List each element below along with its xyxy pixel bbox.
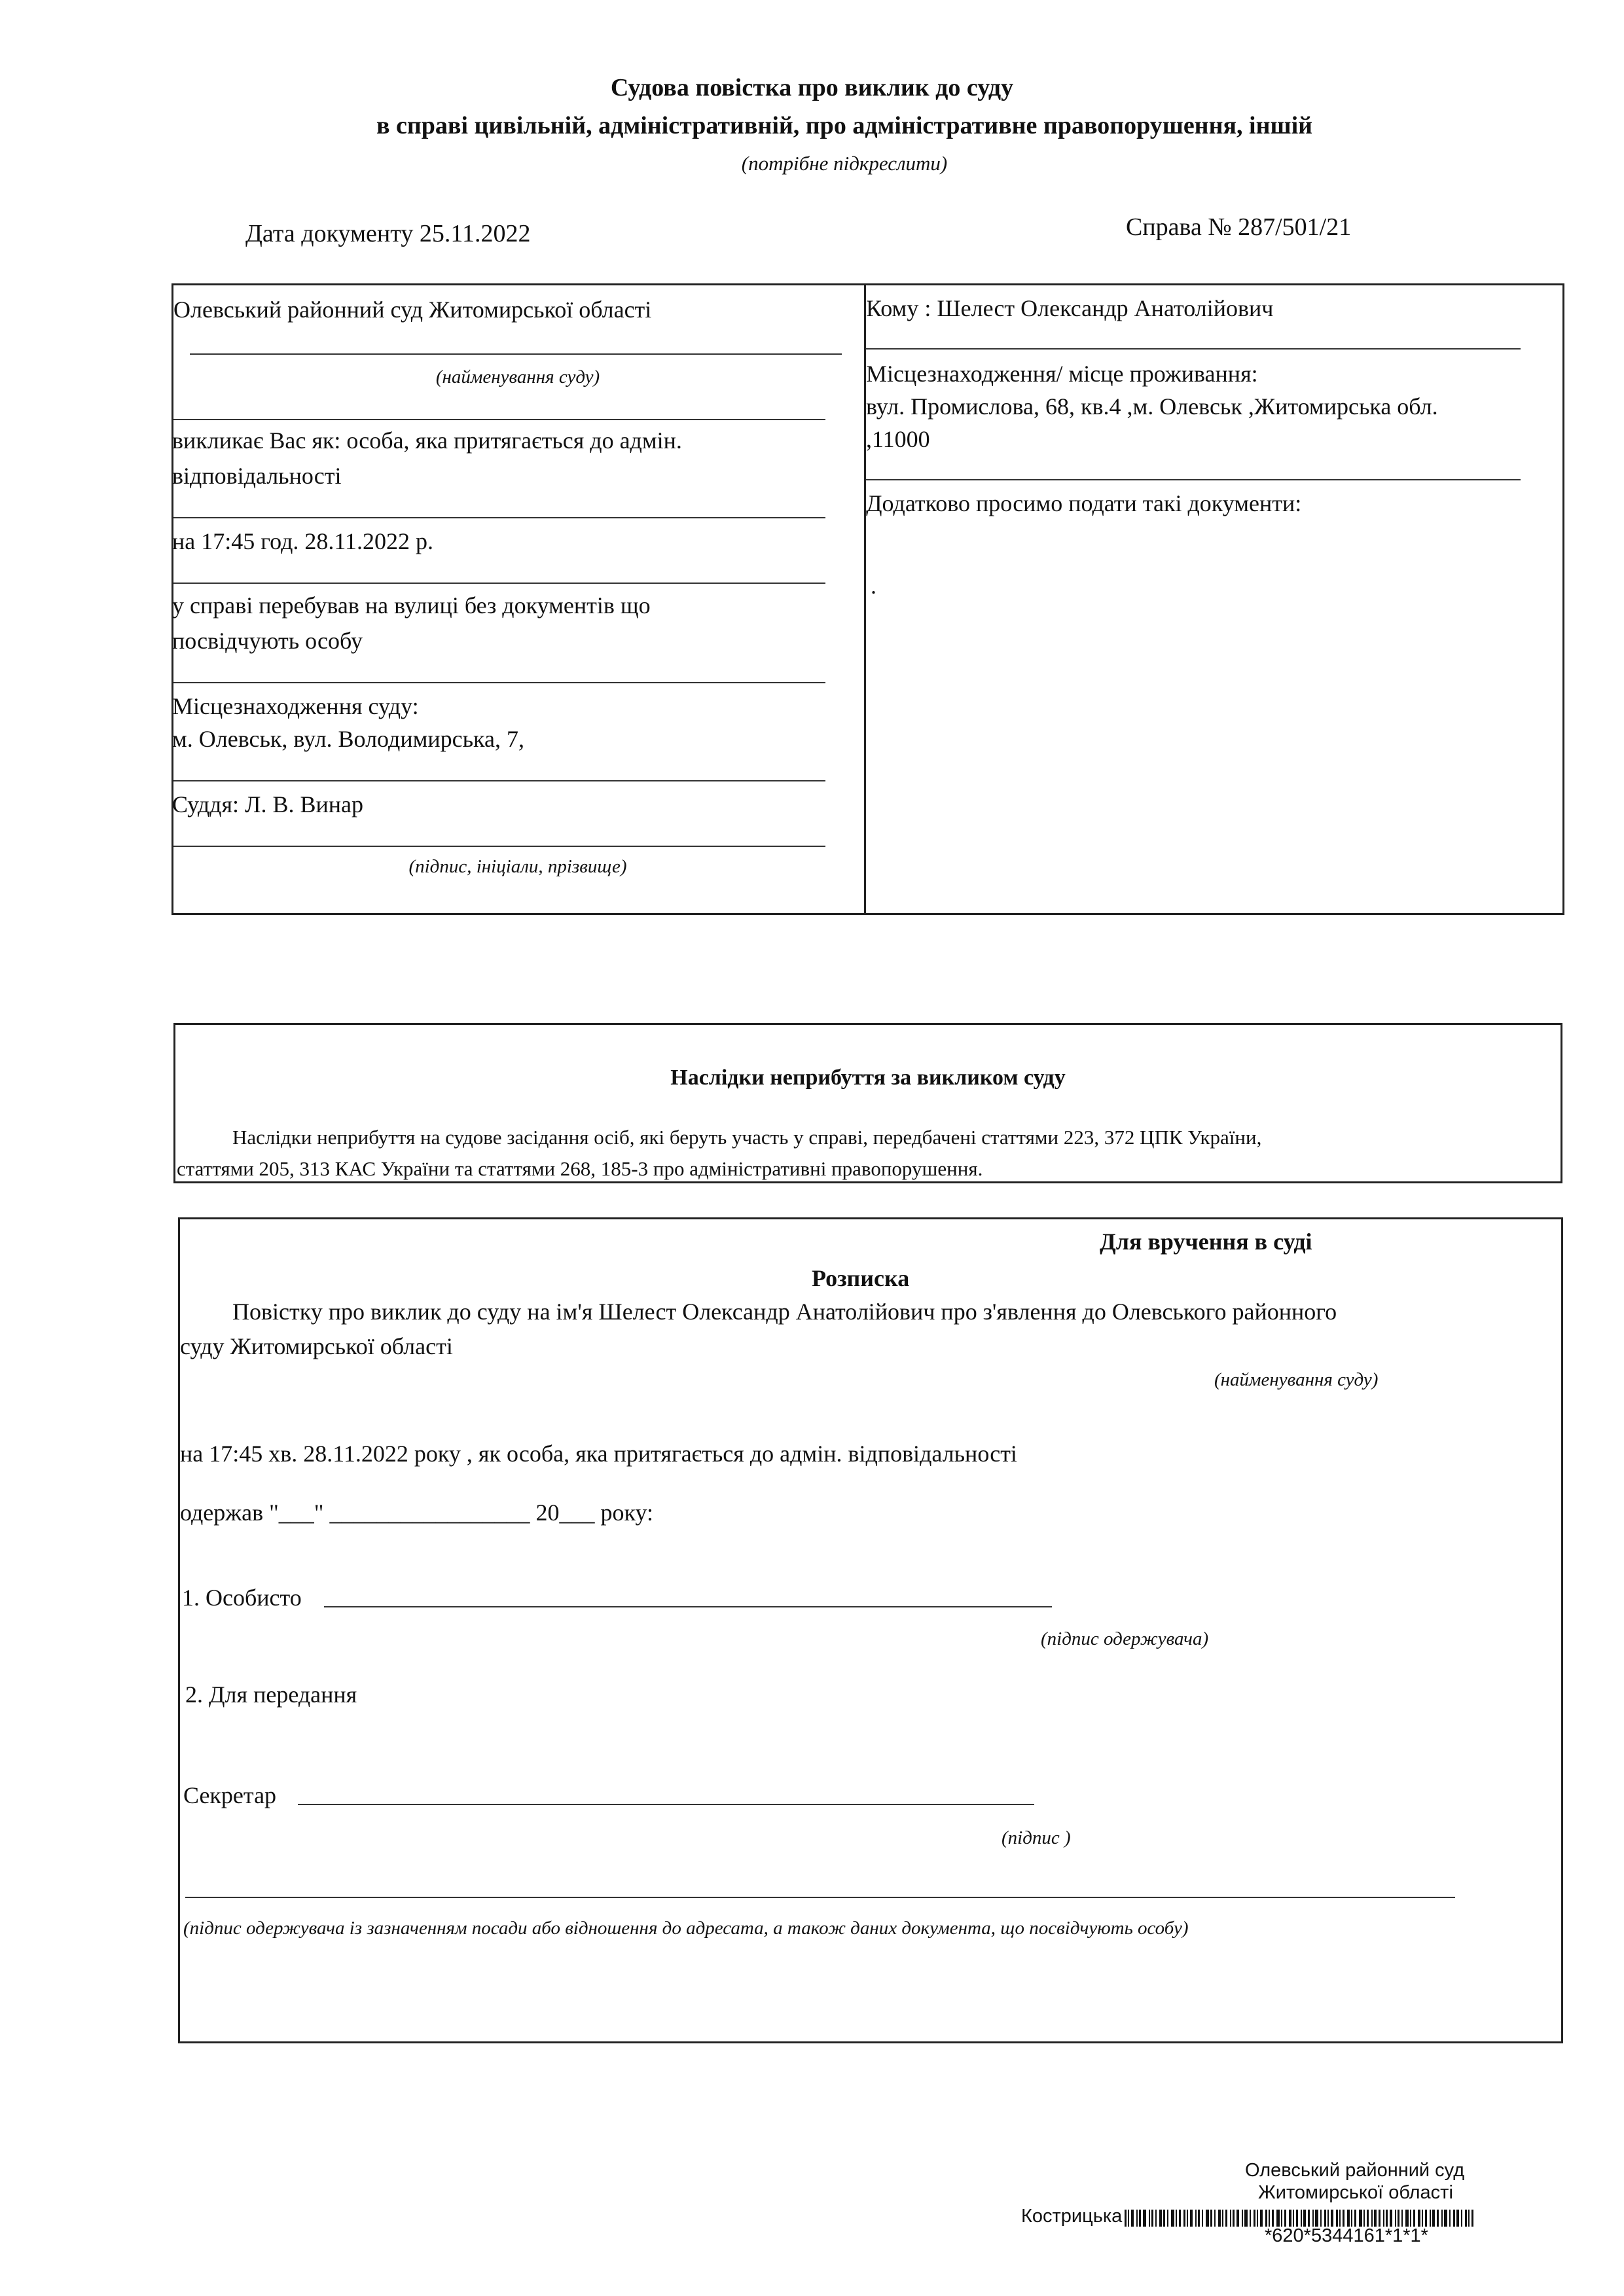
barcode-bar [1254,2210,1255,2227]
barcode-bar [1244,2210,1248,2227]
barcode-bar [1343,2210,1344,2227]
case-matter-underline [173,682,825,683]
barcode-bar [1260,2210,1263,2227]
court-name: Олевський районний суд Житомирської області [173,296,652,323]
barcode-bar [1379,2210,1380,2227]
barcode-bar [1437,2210,1439,2227]
barcode-bar [1183,2210,1185,2227]
barcode-bar [1159,2210,1162,2227]
barcode-bar [1143,2210,1146,2227]
barcode-bar [1176,2210,1177,2227]
barcode-bar [1468,2210,1470,2227]
barcode-bar [1327,2210,1329,2227]
court-location-underline [173,780,825,781]
document-date: Дата документу 25.11.2022 [245,220,531,247]
recipient-signature-caption: (підпис одержувача із зазначенням посади або відношення до адресата, а також даних документа, що посвідчують особу) [183,1918,1189,1939]
barcode-bar [1401,2210,1403,2227]
barcode-bar [1131,2210,1134,2227]
clerk-name: Кострицька [1021,2206,1123,2227]
receipt-title: Розписка [812,1265,910,1291]
barcode-bar [1265,2210,1267,2227]
secretary-signature-line[interactable] [298,1804,1034,1805]
consequences-text-line-1: Наслідки неприбуття на судове засідання осіб, які беруть участь у справі, передбачені статтями 223, 372 ЦПК України, [232,1126,1262,1149]
personally-caption: (підпис одержувача) [1041,1628,1209,1649]
barcode-bar [1214,2210,1216,2227]
court-location-value: м. Олевськ, вул. Володимирська, 7, [172,726,524,752]
barcode-bar [1441,2210,1443,2227]
judge-name: Суддя: Л. В. Винар [172,791,363,817]
receipt-court-caption: (найменування суду) [1214,1369,1379,1390]
barcode-bar [1128,2210,1129,2227]
barcode-bar [1218,2210,1221,2227]
barcode-bar [1293,2210,1294,2227]
barcode-bar [1367,2210,1369,2227]
barcode-bar [1187,2210,1188,2227]
barcode-bar [1257,2210,1258,2227]
barcode-bar [1336,2210,1338,2227]
barcode-bar [1351,2210,1352,2227]
barcode-bar [1308,2210,1310,2227]
barcode-bar [1222,2210,1223,2227]
barcode-bar [1413,2210,1415,2227]
case-matter-line-2: посвідчують особу [172,628,363,654]
barcode-number: *620*5344161*1*1* [1265,2225,1428,2246]
barcode-bar [1418,2210,1420,2227]
court-caption-underline [173,419,825,420]
barcode-bar [1390,2210,1392,2227]
case-matter-line-1: у справі перебував на вулиці без документів що [172,592,651,619]
barcode-bar [1250,2210,1251,2227]
barcode-bar [1432,2210,1435,2227]
barcode-bar [1453,2210,1455,2227]
secretary-caption: (підпис ) [1001,1827,1071,1848]
barcode-bar [1301,2210,1302,2227]
received-date-line: одержав "___" _________________ 20___ року: [180,1499,654,1526]
barcode-bar [1315,2210,1318,2227]
barcode-bar [1395,2210,1396,2227]
barcode-bar [1347,2210,1350,2227]
barcode-bar [1359,2210,1362,2227]
barcode-bar [1320,2210,1322,2227]
barcode-bar [1242,2210,1243,2227]
barcode-bar [1230,2210,1231,2227]
judge-underline [173,846,825,847]
barcode-bar [1371,2210,1373,2227]
barcode-bar [1398,2210,1399,2227]
residence-underline [866,479,1521,480]
barcode-bar [1195,2210,1197,2227]
barcode-bar [1363,2210,1365,2227]
barcode-bar [1163,2210,1165,2227]
barcode-bar [1136,2210,1138,2227]
judge-caption: (підпис, ініціали, прізвище) [408,856,627,877]
title-line-1: Судова повістка про виклик до суду [610,74,1014,101]
barcode-bar [1155,2210,1157,2227]
barcode-bar [1210,2210,1212,2227]
stamp-court-line-1: Олевський районний суд [1245,2160,1465,2181]
barcode-bar [1179,2210,1181,2227]
receipt-line-1: Повістку про виклик до суду на ім'я Шелест Олександр Анатолійович про з'явлення до Олевського районного [232,1299,1337,1325]
secretary-label: Секретар [183,1782,277,1808]
recipient-signature-line[interactable] [185,1897,1455,1898]
barcode-bar [1339,2210,1341,2227]
title-note: (потрібне підкреслити) [741,152,948,175]
documents-request: Додатково просимо подати такі документи: [866,490,1302,516]
barcode-bar [1444,2210,1447,2227]
barcode-bar [1461,2210,1462,2227]
documents-value: . [871,573,876,599]
personally-label: 1. Особисто [182,1585,302,1611]
barcode-bar [1167,2210,1168,2227]
barcode-bar [1190,2210,1193,2227]
barcode-bar [1303,2210,1306,2227]
receipt-line-2: суду Житомирської області [180,1333,453,1359]
barcode-bar [1171,2210,1174,2227]
court-location-label: Місцезнаходження суду: [172,693,419,719]
personally-signature-line[interactable] [324,1606,1052,1607]
barcode-bar [1324,2210,1326,2227]
for-delivery-label: Для вручення в суді [1100,1229,1312,1255]
barcode-bar [1405,2210,1409,2227]
barcode-bar [1281,2210,1282,2227]
barcode-bar [1430,2210,1431,2227]
barcode-bar [1383,2210,1384,2227]
barcode-bar [1284,2210,1286,2227]
barcode-bar [1386,2210,1388,2227]
residence-value-line-2: ,11000 [866,426,930,452]
summons-as-underline [173,517,825,518]
residence-value-line-1: вул. Промислова, 68, кв.4 ,м. Олевськ ,Житомирська обл. [866,393,1438,420]
barcode-bar [1125,2210,1127,2227]
barcode-bar [1425,2210,1427,2227]
summons-as-line-1: викликає Вас як: особа, яка притягається до адмін. [172,427,682,454]
barcode-bar [1202,2210,1203,2227]
barcode-bar [1206,2210,1209,2227]
barcode-bar [1139,2210,1141,2227]
summons-as-line-2: відповідальності [172,463,342,489]
title-line-2: в справі цивільній, адміністративній, про адміністративне правопорушення, іншій [376,112,1313,139]
barcode-bar [1354,2210,1356,2227]
barcode [1125,2207,1576,2227]
barcode-bar [1296,2210,1298,2227]
consequences-text-line-2: статтями 205, 313 КАС України та статтями 268, 185-3 про адміністративні правопорушення. [177,1157,983,1180]
barcode-bar [1276,2210,1280,2227]
barcode-bar [1151,2210,1153,2227]
receipt-time-line: на 17:45 хв. 28.11.2022 року , як особа, яка притягається до адмін. відповідальності [180,1441,1017,1467]
barcode-bar [1269,2210,1270,2227]
court-name-caption: (найменування суду) [435,367,600,387]
case-number: Справа № 287/501/21 [1126,213,1352,241]
barcode-bar [1410,2210,1411,2227]
barcode-bar [1233,2210,1235,2227]
barcode-bar [1272,2210,1274,2227]
barcode-bar [1198,2210,1200,2227]
transfer-label: 2. Для передання [185,1681,357,1708]
appearance-time: на 17:45 год. 28.11.2022 р. [172,528,434,554]
court-name-underline [190,353,842,355]
stamp-court-line-2: Житомирської області [1258,2182,1453,2203]
residence-label: Місцезнаходження/ місце проживання: [866,361,1258,387]
recipient-underline [866,348,1521,350]
barcode-bar [1465,2210,1467,2227]
barcode-bar [1149,2210,1150,2227]
appearance-time-underline [173,583,825,584]
barcode-bar [1471,2210,1473,2227]
barcode-bar [1236,2210,1239,2227]
barcode-bar [1225,2210,1227,2227]
consequences-title: Наслідки неприбуття за викликом суду [670,1066,1066,1090]
barcode-bar [1422,2210,1423,2227]
barcode-bar [1374,2210,1377,2227]
barcode-bar [1289,2210,1291,2227]
recipient-name: Кому : Шелест Олександр Анатолійович [866,295,1274,321]
barcode-bar [1331,2210,1333,2227]
barcode-bar [1312,2210,1314,2227]
barcode-bar [1449,2210,1451,2227]
barcode-bar [1456,2210,1459,2227]
